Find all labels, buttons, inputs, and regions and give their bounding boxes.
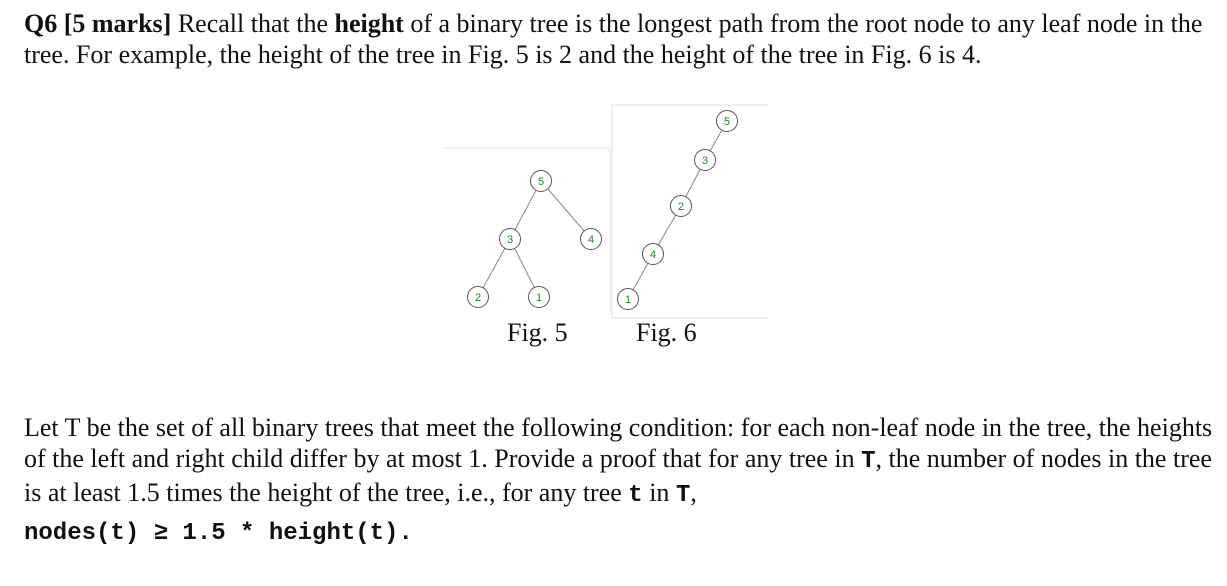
intro-bold-height: height (334, 9, 404, 38)
fig5-node-right (581, 229, 602, 250)
body-text-3: in (642, 478, 676, 507)
body-text-1: Let T be the set of all binary trees that meet the following condition: for each non-leaf node in the tree, the heights of the left and right child differ by at most 1. Provide a proof that for any tree in (24, 413, 1213, 473)
fig5-node-root-label: 5 (537, 176, 545, 188)
fig6-node-root-label: 5 (723, 116, 731, 128)
body-set-T-1: T (861, 448, 876, 475)
body-text-2: , the number of nodes in the tree is at least 1.5 times the height of the tree, i.e., for any tree (24, 444, 1212, 507)
fig6-node-level3 (643, 244, 664, 265)
fig6-node-level1-label: 3 (701, 155, 709, 167)
fig6-node-level4-label: 1 (624, 294, 632, 306)
formula: nodes(t) ≥ 1.5 * height(t). (24, 520, 413, 547)
intro-text-1: Recall that the (171, 9, 335, 38)
fig5-node-left-left-label: 2 (474, 292, 482, 304)
body-tree-t: t (628, 482, 643, 509)
body-text-4: , (690, 478, 697, 507)
fig6-node-level2 (671, 196, 692, 217)
fig6-node-root (717, 111, 738, 132)
question-body (24, 412, 1214, 511)
question-label: Q6 [5 marks] (24, 9, 172, 38)
fig5-node-left-right (529, 287, 550, 308)
fig6-node-level4 (618, 289, 639, 310)
fig5-node-left-label: 3 (506, 234, 514, 246)
fig6-node-level3-label: 4 (649, 249, 657, 261)
fig5-node-left-left (468, 287, 489, 308)
fig5-node-left (500, 229, 521, 250)
body-set-T-2: T (675, 482, 691, 509)
fig5-edge-5-4 (541, 181, 591, 239)
fig5-node-root (531, 171, 552, 192)
fig5-node-left-right-label: 1 (535, 292, 543, 304)
fig6-caption: Fig. 6 (636, 318, 697, 347)
fig6-node-level1 (695, 150, 716, 171)
fig5-caption: Fig. 5 (507, 318, 568, 347)
intro-text-2: of a binary tree is the longest path from the root node to any leaf node in the tree. For example, the height of the tree in Fig. 5 is 2 and the height of the tree in Fig. 6 is 4. (24, 9, 1203, 69)
fig6-node-level2-label: 2 (677, 201, 685, 213)
fig5-node-right-label: 4 (587, 234, 595, 246)
